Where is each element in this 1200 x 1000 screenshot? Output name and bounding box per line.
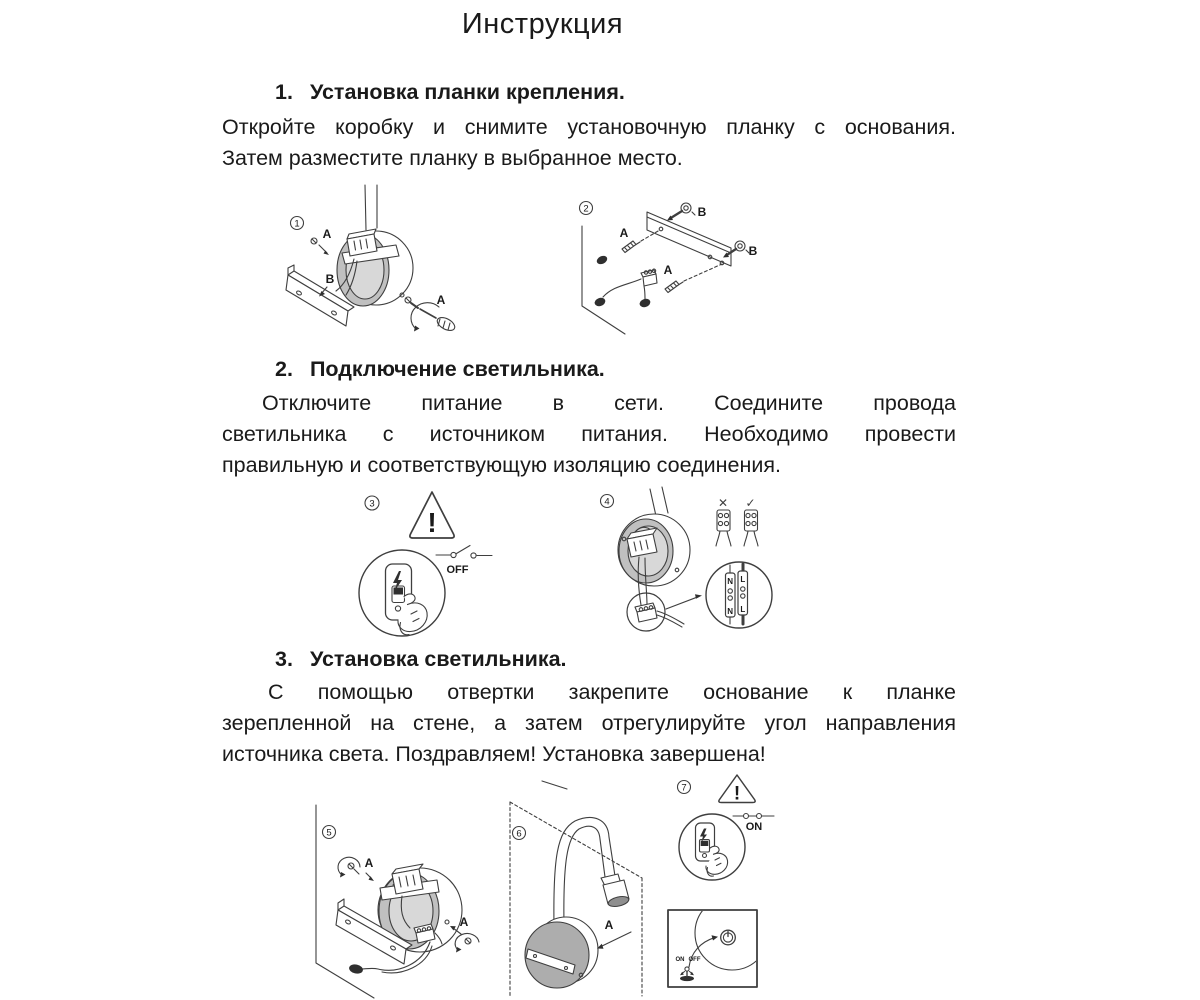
warning-triangle-icon: [719, 775, 755, 805]
hand-press-switch-icon: [359, 550, 445, 636]
paragraph-line: Откройте коробку и снимите установочную планку с основания.: [222, 115, 956, 139]
step-number-2: [580, 202, 593, 215]
svg-text:6: 6: [516, 828, 522, 840]
step-number-6: [513, 827, 526, 840]
svg-text:✓: ✓: [745, 496, 756, 510]
gooseneck-lamp: [525, 818, 630, 988]
terminal-l-label: L: [740, 605, 746, 614]
svg-text:A: A: [619, 226, 629, 240]
power-test-box: [668, 896, 769, 987]
svg-text:A: A: [436, 293, 446, 307]
terminal-magnifier: [706, 562, 772, 628]
ceiling-line: [542, 781, 567, 789]
svg-text:5: 5: [326, 827, 332, 839]
paragraph-line: Затем разместите планку в выбранное место.: [222, 146, 683, 170]
step-number-7: [678, 781, 691, 794]
svg-text:A: A: [663, 263, 673, 277]
step-number-3: [365, 496, 379, 510]
paragraph-2: [222, 388, 956, 481]
warning-triangle-icon: [410, 492, 454, 538]
heading-number: 1.: [275, 80, 293, 104]
svg-text:7: 7: [681, 782, 687, 794]
anchor-a-bottom-icon: [664, 263, 722, 293]
anchor-a-top-icon: [595, 226, 659, 266]
paragraph-line: правильную и соответствующую изоляцию соединения.: [222, 453, 781, 477]
page-title: Инструкция: [461, 8, 624, 40]
svg-text:A: A: [364, 856, 374, 870]
section-2-heading: [275, 357, 605, 382]
screwdriver-icon: [405, 293, 457, 333]
figure-6-finished-lamp: [487, 778, 662, 1000]
paragraph-line: Отключите питание в сети. Соедините провода: [262, 391, 956, 415]
step-number-4: [601, 495, 614, 508]
wire-connector: [593, 269, 657, 309]
figure-3-power-off: [340, 483, 505, 650]
lamp-base: [336, 185, 413, 306]
section-3-heading: [275, 647, 567, 672]
figure-7-power-on: [640, 770, 830, 1000]
svg-text:A: A: [459, 915, 469, 929]
svg-text:✕: ✕: [717, 496, 729, 510]
svg-text:1: 1: [294, 218, 300, 230]
switch-off-icon: [436, 546, 492, 577]
step-number-5: [323, 826, 336, 839]
svg-text:!: !: [427, 507, 437, 538]
screw-b-top-icon: [667, 203, 707, 221]
direction-arrow-a: [597, 918, 631, 949]
figure-1-remove-mounting-bracket: [250, 183, 520, 343]
paragraph-3: [222, 677, 956, 770]
terminal-l-label: L: [740, 575, 746, 584]
svg-text:ON: ON: [745, 821, 763, 833]
correct-connector: [744, 496, 758, 546]
svg-text:A: A: [322, 227, 332, 241]
paragraph-line: зерепленной на стене, а затем отрегулируйте угол направления: [222, 711, 956, 735]
heading-text: Установка планки крепления.: [309, 80, 625, 104]
paragraph-line: С помощью отвертки закрепите основание к планке: [268, 680, 956, 704]
power-button-icon: [721, 930, 736, 945]
paragraph-line: светильника с источником питания. Необходимо провести: [222, 422, 956, 446]
svg-text:B: B: [748, 244, 758, 258]
heading-number: 3.: [275, 647, 293, 671]
figure-2-fix-bracket-to-wall: [555, 185, 805, 345]
step-number-1: [291, 217, 304, 230]
svg-text:OFF: OFF: [688, 957, 701, 963]
terminal-block: [627, 593, 702, 631]
wall-bracket: [647, 212, 731, 266]
hand-press-switch-icon: [679, 814, 745, 880]
wall-corner-line: [582, 226, 625, 334]
svg-text:OFF: OFF: [446, 564, 469, 576]
svg-text:4: 4: [604, 496, 610, 508]
wrong-connector: [716, 496, 731, 546]
svg-text:3: 3: [369, 498, 375, 510]
section-1-heading: [275, 80, 625, 105]
heading-text: Установка светильника.: [309, 647, 567, 671]
screw-a-icon: [311, 227, 332, 255]
svg-text:2: 2: [583, 203, 589, 215]
figure-4-wire-connection: [580, 483, 795, 653]
svg-text:!: !: [733, 783, 741, 805]
heading-number: 2.: [275, 357, 293, 381]
svg-text:A: A: [604, 918, 614, 932]
paragraph-1: [222, 112, 956, 174]
svg-text:B: B: [325, 272, 335, 286]
heading-text: Подключение светильника.: [309, 357, 605, 381]
screw-a-top-icon: [338, 856, 374, 881]
lamp-base: [618, 487, 690, 605]
figure-5-attach-base: [290, 778, 505, 1000]
terminal-n-label: N: [727, 577, 734, 586]
paragraph-line: источника света. Поздравляем! Установка завершена!: [222, 742, 766, 766]
svg-text:ON: ON: [675, 957, 685, 963]
svg-text:B: B: [697, 205, 707, 219]
terminal-n-label: N: [727, 607, 734, 616]
